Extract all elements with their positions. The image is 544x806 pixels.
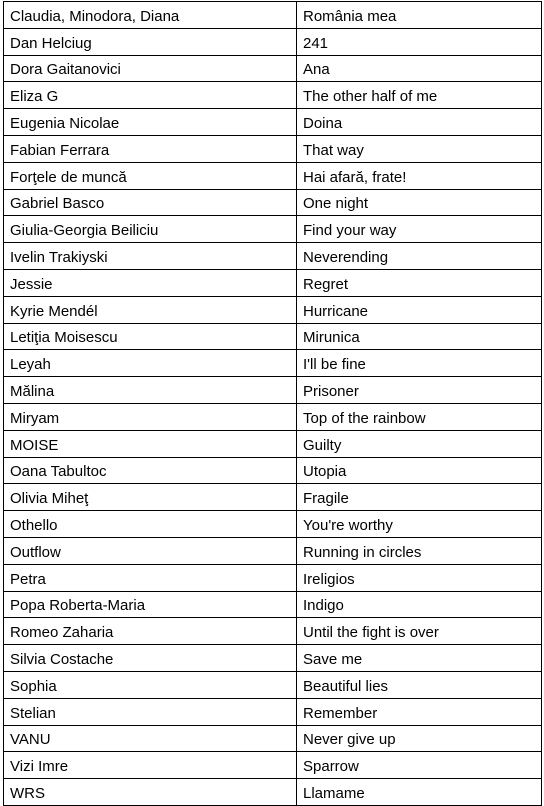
song-cell: Neverending [297,243,542,270]
table-row [4,216,542,243]
song-cell: Mirunica [297,323,542,350]
artist-cell: Kyrie Mendél [4,296,297,323]
artist-cell: Olivia Miheţ [4,484,297,511]
artist-cell: Leyah [4,350,297,377]
song-cell: That way [297,135,542,162]
artist-cell: Petra [4,564,297,591]
artist-cell: Popa Roberta-Maria [4,591,297,618]
song-cell: Llamame [297,779,542,806]
song-cell: Running in circles [297,537,542,564]
artist-cell: Outflow [4,537,297,564]
artist-cell: Jessie [4,269,297,296]
table-row [4,82,542,109]
artist-cell: Letiţia Moisescu [4,323,297,350]
artist-cell: Dora Gaitanovici [4,55,297,82]
artist-cell: Giulia-Georgia Beiliciu [4,216,297,243]
song-cell: Prisoner [297,377,542,404]
song-cell: Guilty [297,430,542,457]
artist-cell: Ivelin Trakiyski [4,243,297,270]
song-cell: Save me [297,645,542,672]
artist-cell: Forţele de muncă [4,162,297,189]
table-row [4,671,542,698]
table-row [4,511,542,538]
entries-table [3,1,542,806]
artist-cell: Sophia [4,671,297,698]
artist-cell: Dan Helciug [4,28,297,55]
artist-cell: MOISE [4,430,297,457]
table-row [4,564,542,591]
artist-cell: Gabriel Basco [4,189,297,216]
table-row [4,243,542,270]
song-cell: Doina [297,109,542,136]
table-row [4,55,542,82]
table-row [4,377,542,404]
table-row [4,752,542,779]
table-row [4,135,542,162]
table-row [4,269,542,296]
table-row [4,591,542,618]
song-cell: România mea [297,2,542,29]
artist-cell: Othello [4,511,297,538]
table-row [4,109,542,136]
table-row [4,779,542,806]
artist-cell: Fabian Ferrara [4,135,297,162]
artist-cell: Claudia, Minodora, Diana [4,2,297,29]
artist-cell: Eliza G [4,82,297,109]
song-cell: Remember [297,698,542,725]
song-cell: Never give up [297,725,542,752]
artist-cell: Silvia Costache [4,645,297,672]
table-row [4,296,542,323]
song-cell: Sparrow [297,752,542,779]
song-cell: Find your way [297,216,542,243]
table-row [4,189,542,216]
song-cell: Top of the rainbow [297,403,542,430]
song-cell: Beautiful lies [297,671,542,698]
artist-cell: Stelian [4,698,297,725]
song-cell: Fragile [297,484,542,511]
table-row [4,2,542,29]
entries-table-body [4,2,542,806]
song-cell: Ana [297,55,542,82]
song-cell: Until the fight is over [297,618,542,645]
table-row [4,725,542,752]
song-cell: The other half of me [297,82,542,109]
artist-cell: Eugenia Nicolae [4,109,297,136]
table-row [4,457,542,484]
table-row [4,323,542,350]
song-cell: Regret [297,269,542,296]
table-row [4,537,542,564]
table-row [4,403,542,430]
artist-cell: VANU [4,725,297,752]
table-row [4,484,542,511]
table-row [4,645,542,672]
song-cell: Utopia [297,457,542,484]
artist-cell: Mălina [4,377,297,404]
song-cell: Hurricane [297,296,542,323]
artist-cell: Oana Tabultoc [4,457,297,484]
artist-cell: Vizi Imre [4,752,297,779]
song-cell: I'll be fine [297,350,542,377]
artist-cell: Romeo Zaharia [4,618,297,645]
table-row [4,350,542,377]
table-row [4,618,542,645]
artist-cell: WRS [4,779,297,806]
song-cell: One night [297,189,542,216]
table-row [4,430,542,457]
song-cell: 241 [297,28,542,55]
table-row [4,162,542,189]
artist-cell: Miryam [4,403,297,430]
song-cell: You're worthy [297,511,542,538]
table-row [4,28,542,55]
song-cell: Indigo [297,591,542,618]
song-cell: Ireligios [297,564,542,591]
song-cell: Hai afară, frate! [297,162,542,189]
table-row [4,698,542,725]
